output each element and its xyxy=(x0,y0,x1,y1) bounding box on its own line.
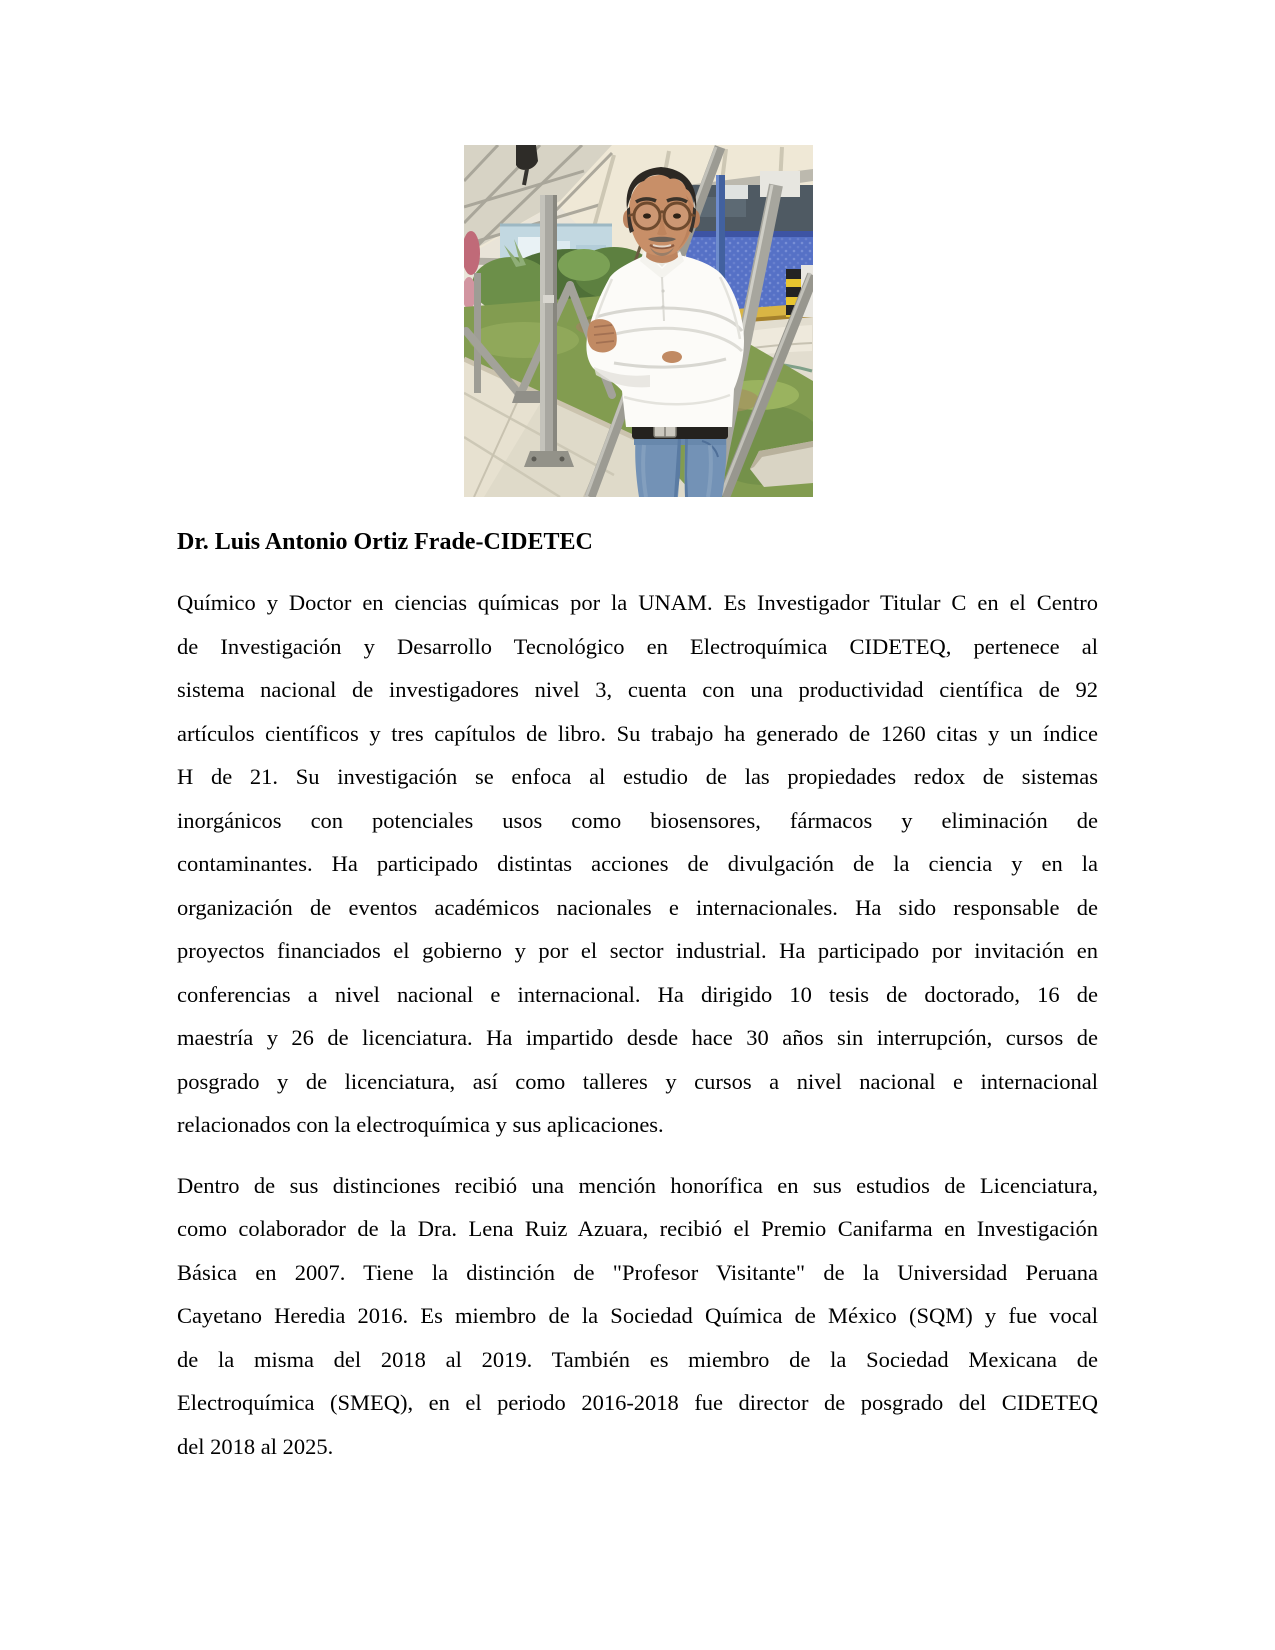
text-line: como colaborador de la Dra. Lena Ruiz Azuara, recibió el Premio Canifarma en Investigación xyxy=(177,1216,1098,1241)
text-line: de Investigación y Desarrollo Tecnológico en Electroquímica CIDETEQ, pertenece al xyxy=(177,633,1098,659)
paragraph xyxy=(177,1164,1098,1469)
text-line: contaminantes. Ha participado distintas acciones de divulgación de la ciencia y en la xyxy=(177,851,1098,876)
text-line: sistema nacional de investigadores nivel 3, cuenta con una productividad científica de 92 xyxy=(177,677,1098,702)
text-line: del 2018 al 2025. xyxy=(177,1433,334,1459)
text-line: de la misma del 2018 al 2019. También es miembro de la Sociedad Mexicana de xyxy=(177,1346,1098,1372)
text-line: organización de eventos académicos nacionales e internacionales. Ha sido responsable de xyxy=(177,894,1098,920)
document-title: Dr. Luis Antonio Ortiz Frade-CIDETEC xyxy=(177,529,593,555)
text-line: posgrado y de licenciatura, así como talleres y cursos a nivel nacional e internacional xyxy=(177,1068,1098,1094)
text-line: maestría y 26 de licenciatura. Ha impartido desde hace 30 años sin interrupción, cursos de xyxy=(177,1025,1098,1050)
portrait-photo xyxy=(464,145,813,497)
text-line: Cayetano Heredia 2016. Es miembro de la Sociedad Química de México (SQM) y fue vocal xyxy=(177,1303,1098,1328)
text-line: Dentro de sus distinciones recibió una mención honorífica en sus estudios de Licenciatura, xyxy=(177,1172,1098,1198)
paragraph xyxy=(177,581,1098,1147)
text-line: inorgánicos con potenciales usos como biosensores, fármacos y eliminación de xyxy=(177,807,1098,833)
text-line: Químico y Doctor en ciencias químicas por la UNAM. Es Investigador Titular C en el Centro xyxy=(177,590,1098,615)
text-line: Básica en 2007. Tiene la distinción de "Profesor Visitante" de la Universidad Peruana xyxy=(177,1259,1098,1285)
text-line: H de 21. Su investigación se enfoca al estudio de las propiedades redox de sistemas xyxy=(177,764,1098,789)
document-content xyxy=(177,527,1098,1485)
text-line: proyectos financiados el gobierno y por el sector industrial. Ha participado por invitación en xyxy=(177,938,1098,963)
portrait-photo-illustration xyxy=(464,145,813,497)
text-line: conferencias a nivel nacional e internacional. Ha dirigido 10 tesis de doctorado, 16 de xyxy=(177,981,1098,1007)
article-body xyxy=(177,581,1098,1468)
text-line: relacionados con la electroquímica y sus aplicaciones. xyxy=(177,1112,664,1137)
text-line: Electroquímica (SMEQ), en el periodo 2016-2018 fue director de posgrado del CIDETEQ xyxy=(177,1390,1098,1415)
text-line: artículos científicos y tres capítulos de libro. Su trabajo ha generado de 1260 citas y un índice xyxy=(177,720,1098,746)
